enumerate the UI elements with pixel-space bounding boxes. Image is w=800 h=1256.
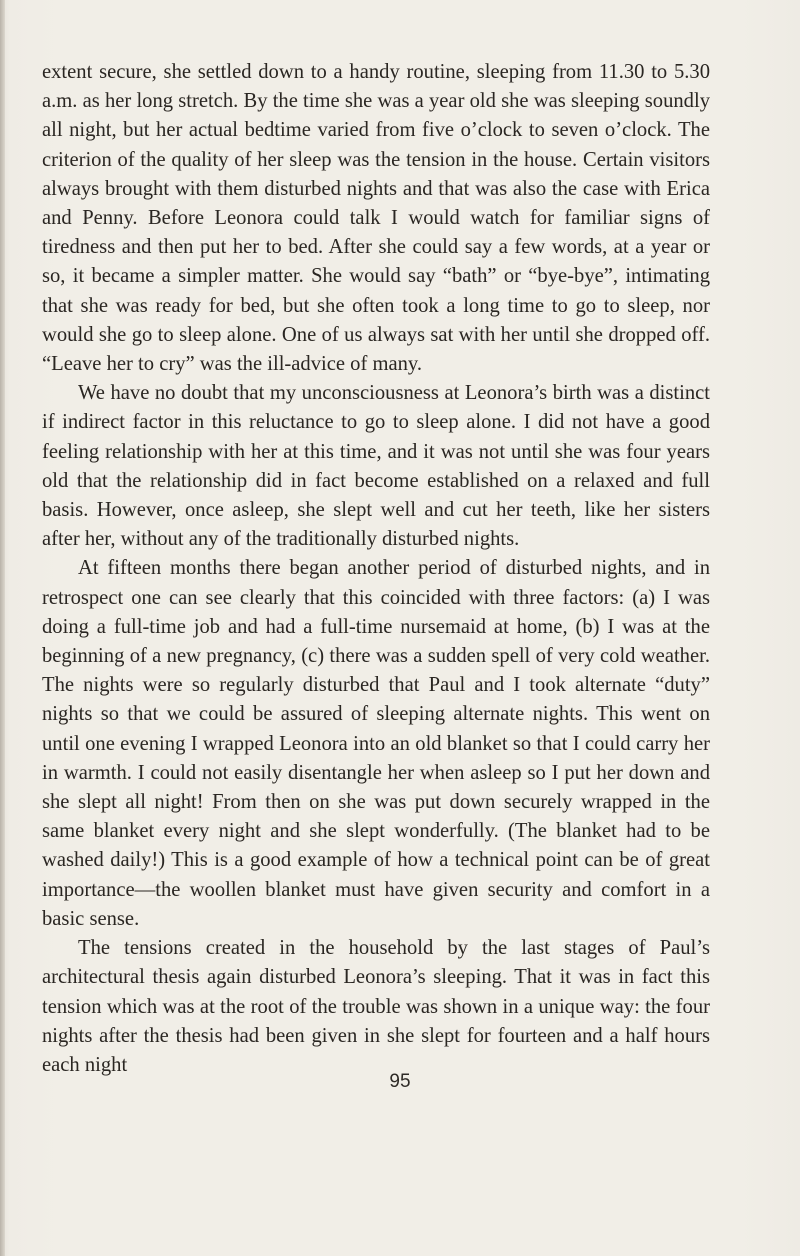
paragraph-unconsciousness: We have no doubt that my unconsciousness at Leonora’s birth was a distinct if indirect factor in this reluctance to go to sleep alone. I did not have a good feeling relationship with her at this time, and it was not until she was four years old that the relationship did in fact become established on a relaxed and full basis. However, once asleep, she slept well and cut her teeth, like her sisters after her, without any of the traditionally disturbed nights.	[42, 382, 710, 551]
page-binding-edge	[0, 0, 5, 1256]
paragraph-continued: extent secure, she settled down to a handy routine, sleeping from 11.30 to 5.30 a.m. as her long stretch. By the time she was a year old she was sleeping soundly all night, but her actual bedtime varied from five o’clock to seven o’clock. The criterion of the quality of her sleep was the tension in the house. Certain visitors always brought with them disturbed nights and that was also the case with Erica and Penny. Before Leonora could talk I would watch for familiar signs of tiredness and then put her to bed. After she could say a few words, at a year or so, it became a simpler matter. She would say “bath” or “bye-bye”, intimating that she was ready for bed, but she often took a long time to go to sleep, nor would she go to sleep alone. One of us always sat with her until she dropped off. “Leave her to cry” was the ill-advice of many.	[42, 61, 710, 376]
body-text	[42, 58, 710, 1080]
paragraph-tensions: The tensions created in the household by the last stages of Paul’s architectural thesis again disturbed Leonora’s sleeping. That it was in fact this tension which was at the root of the trouble was shown in a unique way: the four nights after the thesis had been given in she slept for fourteen and a half hours each night	[42, 937, 710, 1076]
page-number: 95	[389, 1071, 411, 1092]
paragraph-fifteen-months: At fifteen months there began another period of disturbed nights, and in retrospect one can see clearly that this coincided with three factors: (a) I was doing a full-time job and had a full-time nursemaid at home, (b) I was at the beginning of a new pregnancy, (c) there was a sudden spell of very cold weather. The nights were so regularly disturbed that Paul and I took alternate “duty” nights so that we could be assured of sleeping alternate nights. This went on until one evening I wrapped Leonora into an old blanket so that I could carry her in warmth. I could not easily disentangle her when asleep so I put her down and she slept all night! From then on she was put down securely wrapped in the same blanket every night and she slept wonderfully. (The blanket had to be washed daily!) This is a good example of how a technical point can be of great importance—the woollen blanket must have given security and comfort in a basic sense.	[42, 557, 710, 930]
